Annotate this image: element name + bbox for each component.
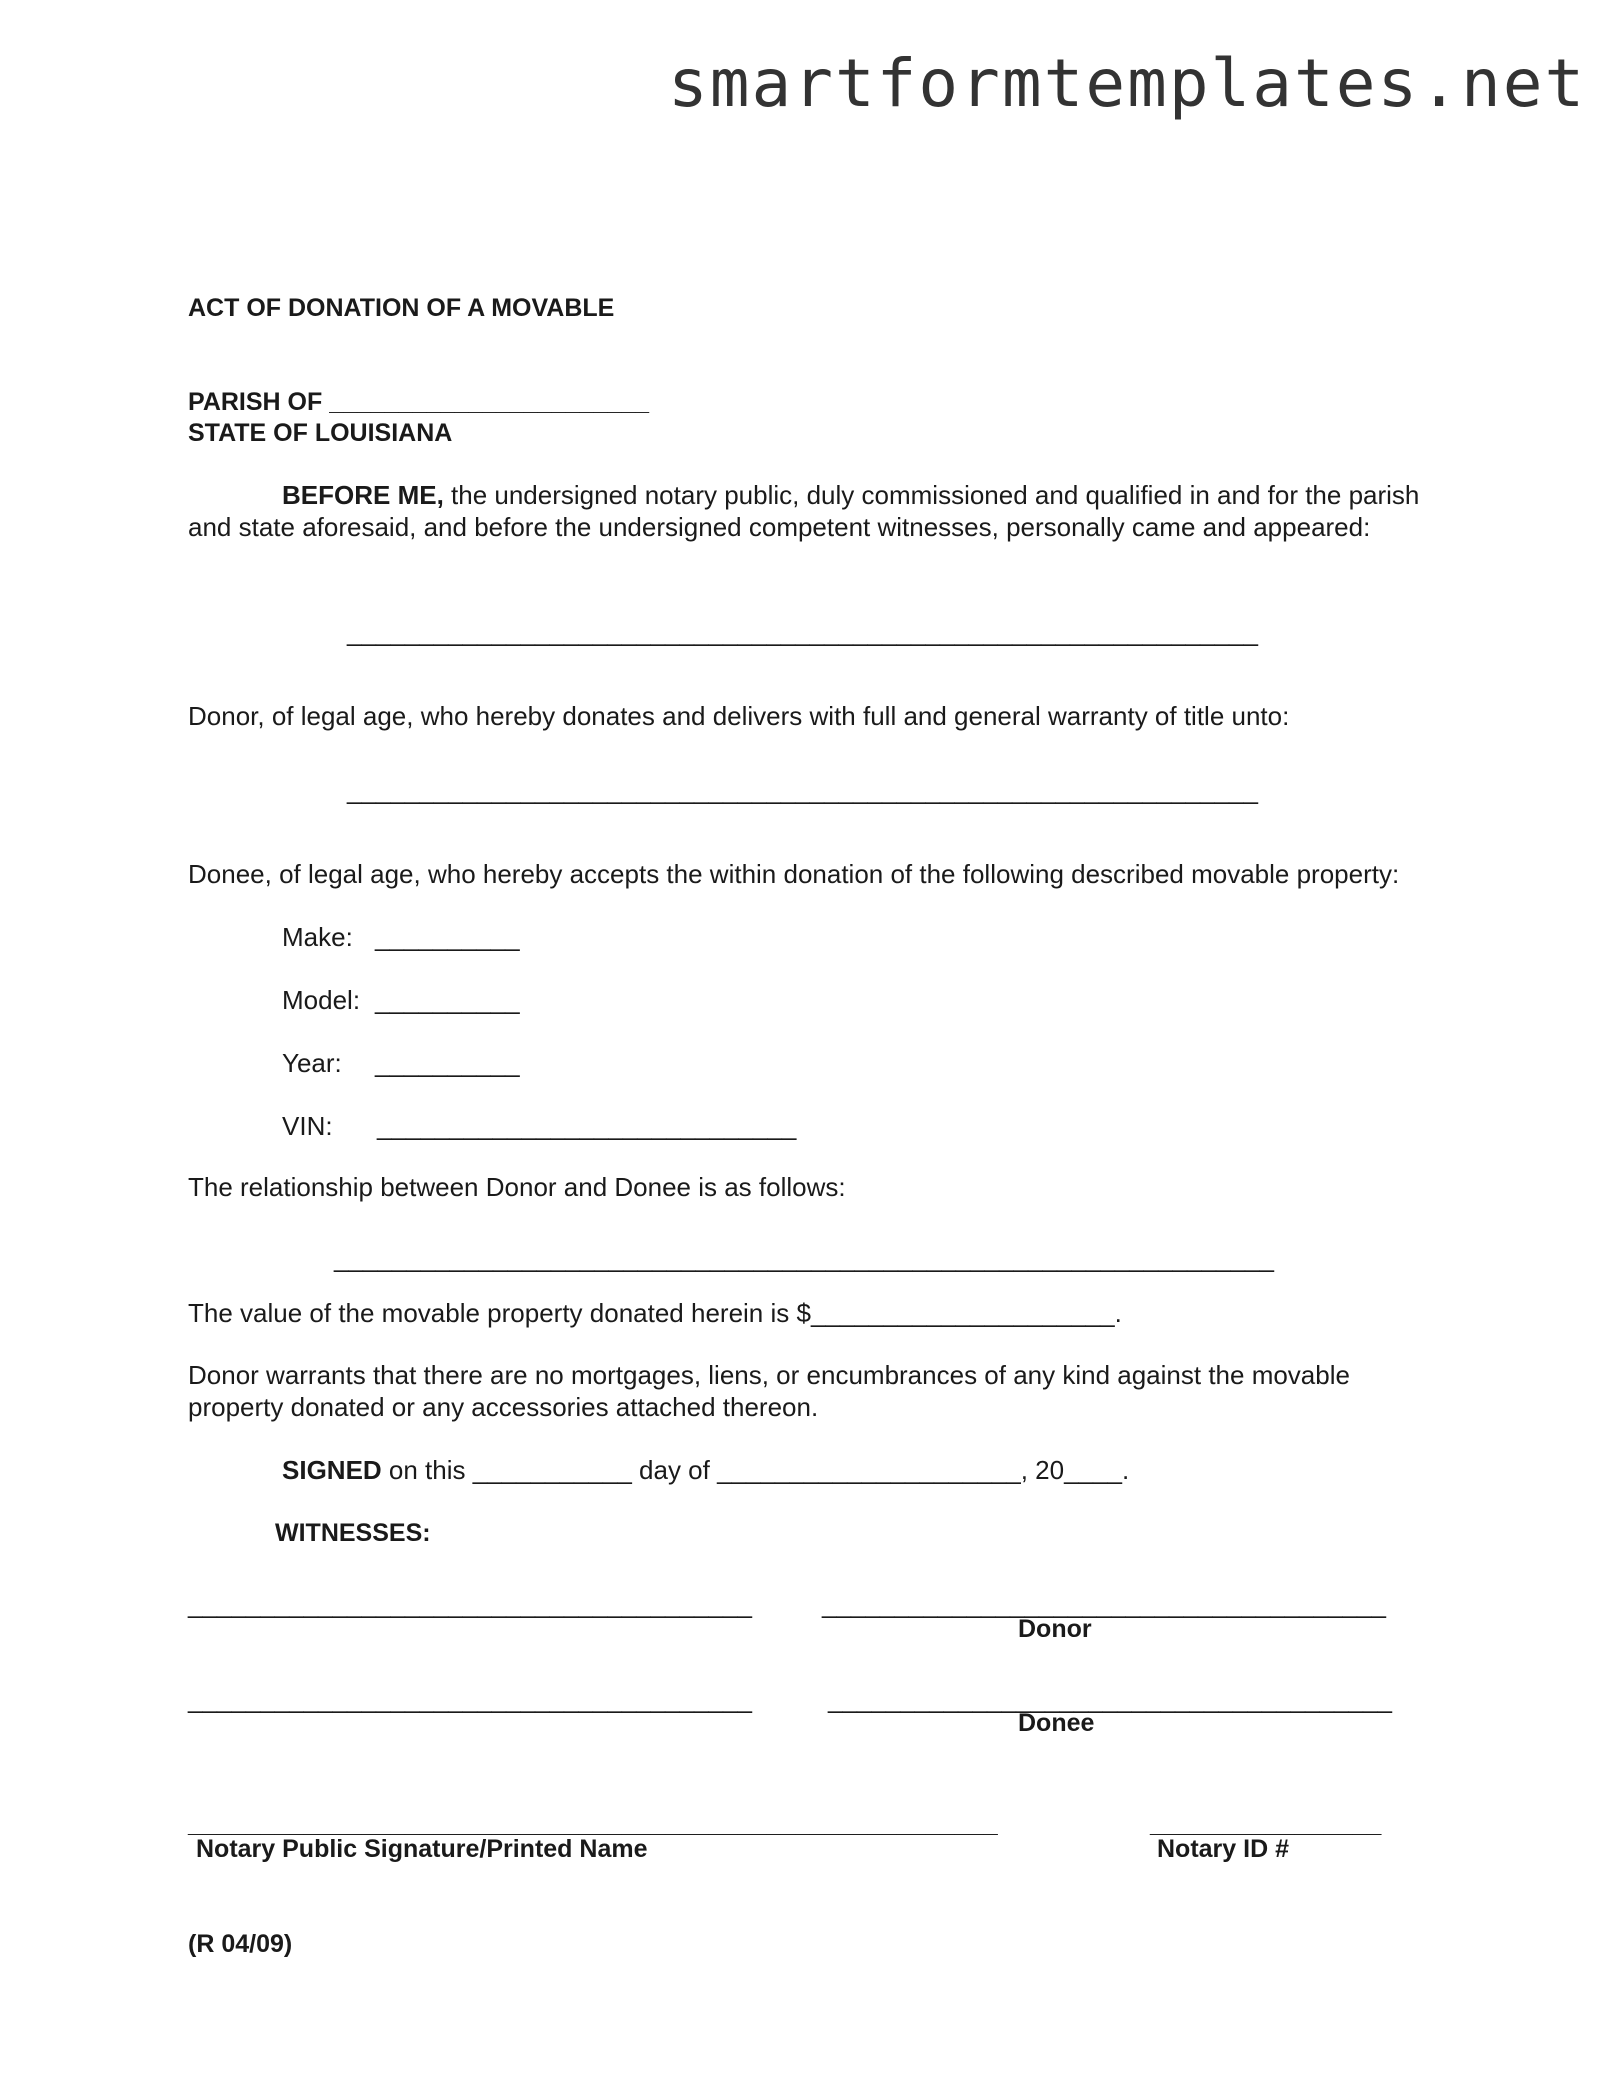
notary-signature-label: Notary Public Signature/Printed Name	[196, 1835, 648, 1863]
donor-clause: Donor, of legal age, who hereby donates and delivers with full and general warranty of title unto:	[188, 701, 1290, 731]
model-label: Model:	[282, 985, 361, 1015]
witness-1-signature-field[interactable]: _______________________________________	[188, 1589, 752, 1619]
intro-paragraph	[188, 479, 1428, 543]
notary-signature-field[interactable]: ________________________________________________________	[188, 1808, 998, 1838]
make-label: Make:	[282, 922, 353, 952]
signed-text: on this ___________ day of _____________________, 20____.	[381, 1455, 1130, 1485]
witnesses-label: WITNESSES:	[275, 1519, 431, 1547]
parish-line: PARISH OF _______________________	[188, 388, 649, 416]
year-field[interactable]: __________	[375, 1048, 520, 1078]
warranty-text: Donor warrants that there are no mortgages, liens, or encumbrances of any kind against the movable property donated or any accessories attached thereon.	[188, 1360, 1350, 1422]
vin-label: VIN:	[282, 1111, 333, 1141]
donee-signature-label: Donee	[1018, 1709, 1095, 1737]
donor-signature-field[interactable]: _______________________________________	[822, 1589, 1386, 1619]
donor-signature-label: Donor	[1018, 1615, 1092, 1643]
donor-name-field[interactable]: _______________________________________________________________	[347, 617, 1258, 647]
intro-text: the undersigned notary public, duly commissioned and qualified in and for the parish and state aforesaid, and before the undersigned competent witnesses, personally came and appeared:	[188, 480, 1420, 542]
signed-lead: SIGNED	[282, 1455, 382, 1485]
donee-signature-field[interactable]: _______________________________________	[828, 1684, 1392, 1714]
vin-field[interactable]: _____________________________	[377, 1111, 797, 1141]
value-text: The value of the movable property donated herein is $_____________________.	[188, 1298, 1122, 1328]
donee-clause: Donee, of legal age, who hereby accepts the within donation of the following described movable property:	[188, 859, 1400, 889]
year-label: Year:	[282, 1048, 342, 1078]
intro-lead: BEFORE ME,	[282, 480, 444, 510]
signed-line	[282, 1454, 1129, 1486]
donee-name-field[interactable]: _______________________________________________________________	[347, 775, 1258, 805]
state-line: STATE OF LOUISIANA	[188, 419, 453, 447]
document-title: ACT OF DONATION OF A MOVABLE	[188, 294, 615, 322]
notary-id-label: Notary ID #	[1157, 1835, 1289, 1863]
revision-code: (R 04/09)	[188, 1930, 293, 1958]
relationship-field[interactable]: _________________________________________________________________	[334, 1243, 1274, 1273]
witness-2-signature-field[interactable]: _______________________________________	[188, 1684, 752, 1714]
model-field[interactable]: __________	[375, 985, 520, 1015]
notary-id-field[interactable]: ________________	[1150, 1808, 1382, 1838]
make-field[interactable]: __________	[375, 922, 520, 952]
watermark-text: smartformtemplates.net	[668, 45, 1587, 122]
relationship-text: The relationship between Donor and Donee is as follows:	[188, 1172, 846, 1202]
